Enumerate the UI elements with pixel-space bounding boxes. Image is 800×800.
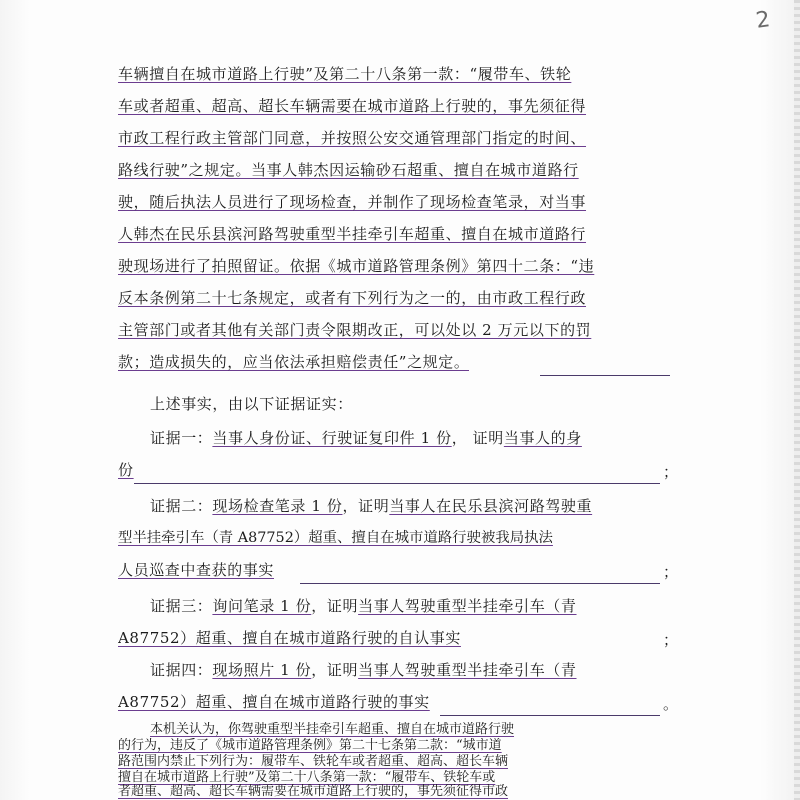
evidence-connector: ，证明 [342, 497, 390, 515]
blank-fill-line [440, 715, 660, 716]
evidence-proof: 当事人驾驶重型半挂牵引车（青 [358, 597, 577, 615]
evidence-end-mark: ； [663, 463, 679, 481]
evidence-connector: ，证明 [311, 661, 359, 679]
evidence-connector: ， 证明 [451, 429, 504, 447]
scan-edge-shadow [794, 0, 800, 800]
paragraph-1-line: 驶现场进行了拍照留证。依据《城市道路管理条例》第四十二条：“违 [118, 257, 595, 275]
conclusion-line: 者超重、超高、超长车辆需要在城市道路上行驶的，事先须征得市政 [118, 784, 509, 799]
paragraph-1-line: 主管部门或者其他有关部门责令限期改正，可以处以 2 万元以下的罚 [118, 321, 592, 339]
evidence-proof: 当事人的身 [503, 429, 582, 447]
evidence-proof: 当事人驾驶重型半挂牵引车（青 [358, 661, 577, 679]
evidence-2-line: 型半挂牵引车（青 A87752）超重、擅自在城市道路行驶被我局执法 [118, 530, 553, 546]
evidence-end-mark: ； [663, 631, 679, 649]
conclusion-line: 本机关认为，你驾驶重型半挂牵引车超重、擅自在城市道路行驶 [150, 722, 515, 737]
evidence-label: 证据三： [150, 597, 213, 615]
conclusion-line: 路范围内禁止下列行为：履带车、铁轮车或者超重、超高、超长车辆 [118, 754, 509, 769]
evidence-proof: 人员巡查中查获的事实 [118, 561, 275, 579]
page-number: 2 [754, 7, 772, 34]
blank-fill-line [134, 483, 660, 484]
paragraph-1-line: 反本条例第二十七条规定，或者有下列行为之一的，由市政工程行政 [118, 289, 587, 307]
evidence-proof: A87752）超重、擅自在城市道路行驶的事实 [118, 693, 430, 711]
evidence-2-line [150, 496, 676, 518]
evidence-end-mark: 。 [663, 695, 679, 713]
evidence-connector: ，证明 [311, 597, 359, 615]
evidence-item: 现场检查笔录 1 份 [212, 497, 343, 515]
evidence-1-line [150, 428, 676, 450]
evidence-end-mark: ； [663, 563, 679, 581]
evidence-3-line [118, 628, 461, 650]
conclusion-line: 擅自在城市道路上行驶”及第二十八条第一款：“履带车、铁轮车或 [118, 770, 496, 785]
evidence-item: 当事人身份证、行驶证复印件 1 份 [212, 429, 452, 447]
evidence-label: 证据四： [150, 661, 213, 679]
paragraph-1-line: 市政工程行政主管部门同意，并按照公安交通管理部门指定的时间、 [118, 129, 587, 147]
evidence-proof: 份 [118, 461, 134, 479]
evidence-2-line [118, 560, 274, 582]
paragraph-1-line: 款；造成损失的，应当依法承担赔偿责任”之规定。 [118, 353, 470, 371]
evidence-proof: A87752）超重、擅自在城市道路行驶的自认事实 [118, 629, 461, 647]
paragraph-1-line: 驶，随后执法人员进行了现场检查，并制作了现场检查笔录，对当事 [118, 193, 587, 211]
paragraph-1-line: 车辆擅自在城市道路上行驶”及第二十八条第一款：“履带车、铁轮 [118, 65, 572, 83]
evidence-label: 证据二： [150, 497, 213, 515]
paragraph-1-line: 车或者超重、超高、超长车辆需要在城市道路上行驶的，事先须征得 [118, 97, 587, 115]
paragraph-1-line: 路线行驶”之规定。当事人韩杰因运输砂石超重、擅自在城市道路行 [118, 161, 579, 179]
evidence-label: 证据一： [150, 429, 213, 447]
evidence-4-line [150, 660, 676, 682]
blank-fill-line [540, 375, 670, 376]
evidence-item: 现场照片 1 份 [212, 661, 312, 679]
conclusion-line: 的行为，违反了《城市道路管理条例》第二十七条第二款：“城市道 [118, 738, 502, 753]
evidence-3-line [150, 596, 676, 618]
evidence-intro: 上述事实，由以下证据证实： [150, 395, 353, 413]
evidence-proof: 当事人在民乐县滨河路驾驶重 [389, 497, 593, 515]
paragraph-1-line: 人韩杰在民乐县滨河路驾驶重型半挂牵引车超重、擅自在城市道路行 [118, 225, 587, 243]
evidence-4-line [118, 692, 430, 714]
blank-fill-line [300, 583, 660, 584]
evidence-1-line [118, 460, 134, 482]
evidence-item: 询问笔录 1 份 [212, 597, 312, 615]
